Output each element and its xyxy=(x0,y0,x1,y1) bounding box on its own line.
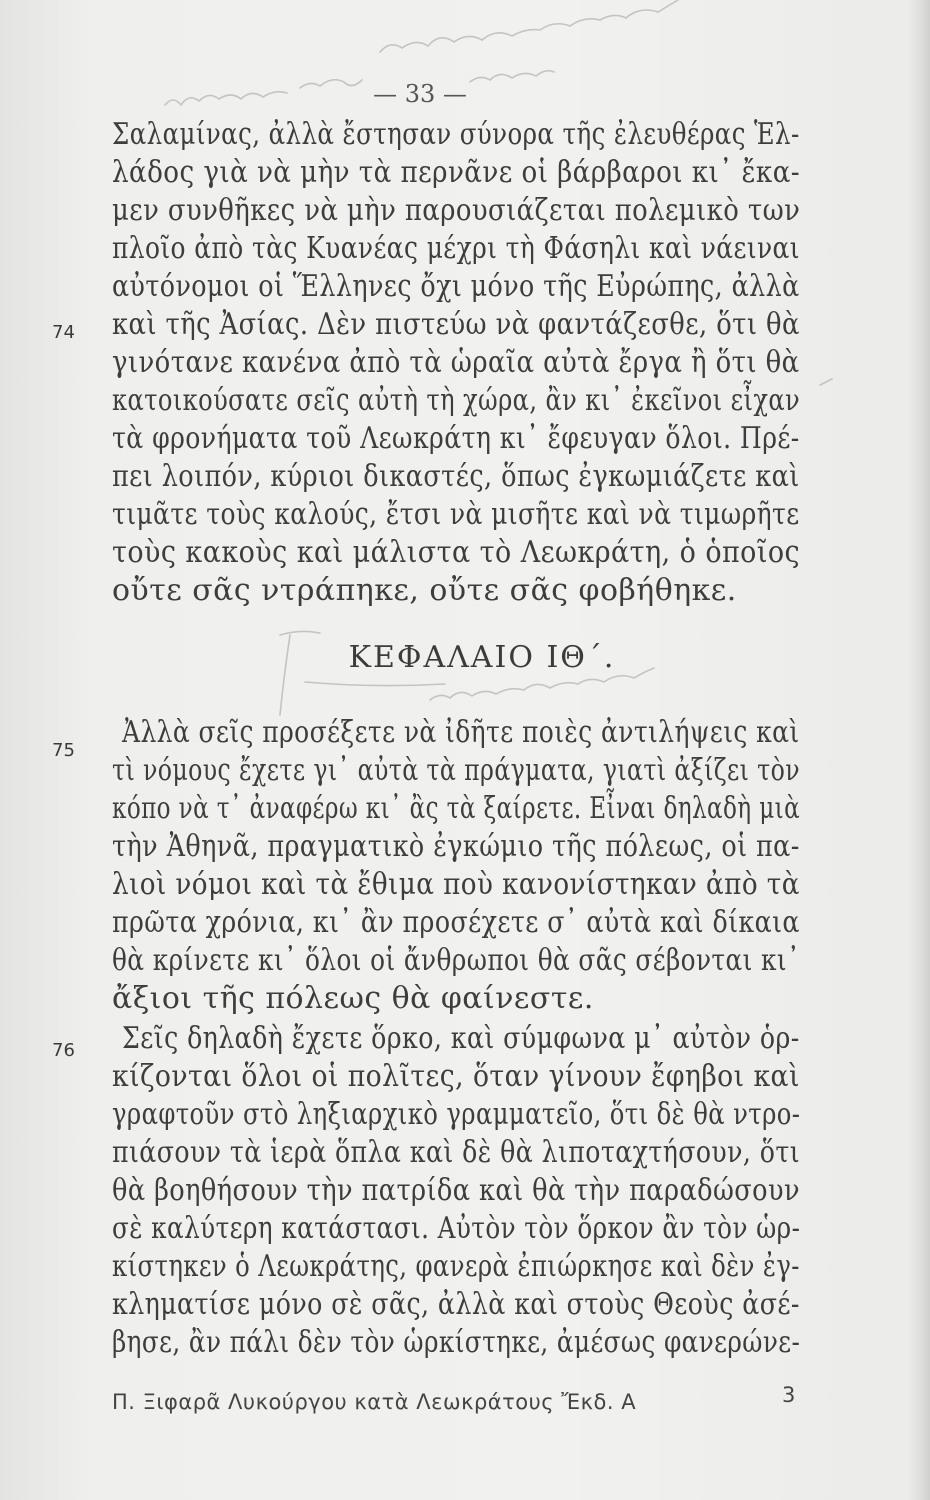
text-line: λάδος γιὰ νὰ μὴν τὰ περνᾶνε οἱ βάρβαροι κι᾿ ἔκα- xyxy=(112,155,801,190)
text-line: θὰ βοηθήσουν τὴν πατρίδα καὶ θὰ τὴν παραδώσουν xyxy=(112,1173,800,1208)
text-line: γινότανε κανένα ἀπὸ τὰ ὡραῖα αὐτὰ ἔργα ἢ ὅτι θὰ xyxy=(112,345,800,380)
margin-number-74: 74 xyxy=(52,322,75,343)
text-line: θὰ κρίνετε κι᾿ ὅλοι οἱ ἄνθρωποι θὰ σᾶς σέβονται κι᾿ xyxy=(112,943,800,978)
chapter-heading: ΚΕΦΑΛΑΙΟ ΙΘ΄. xyxy=(348,640,616,675)
margin-number-76: 76 xyxy=(52,1040,75,1061)
text-line: πει λοιπόν, κύριοι δικαστές, ὅπως ἐγκωμιάζετε καὶ xyxy=(112,459,800,494)
sheet-number: 3 xyxy=(782,1383,796,1407)
text-line: σὲ καλύτερη κατάστασι. Αὐτὸν τὸν ὅρκον ἂν τὸν ὡρ- xyxy=(112,1211,801,1246)
text-line: Σεῖς δηλαδὴ ἔχετε ὅρκο, καὶ σύμφωνα μ᾿ αὐτὸν ὁρ- xyxy=(122,1021,800,1056)
text-line: λιοὶ νόμοι καὶ τὰ ἔθιμα ποὺ κανονίστηκαν ἀπὸ τὰ xyxy=(112,867,800,902)
text-line: ἄξιοι τῆς πόλεως θὰ φαίνεστε. xyxy=(112,981,594,1016)
margin-number-75: 75 xyxy=(52,740,75,761)
text-line: τὴν Ἀθηνᾶ, πραγματικὸ ἐγκώμιο τῆς πόλεως, οἱ πα- xyxy=(112,829,800,864)
text-line: πιάσουν τὰ ἱερὰ ὅπλα καὶ δὲ θὰ λιποταχτήσουν, ὅτι xyxy=(112,1135,801,1170)
text-line: αὐτόνομοι οἱ Ἕλληνες ὄχι μόνο τῆς Εὐρώπης, ἀλλὰ xyxy=(112,269,800,304)
text-line: πρῶτα χρόνια, κι᾿ ἂν προσέχετε σ᾿ αὐτὰ καὶ δίκαια xyxy=(112,905,800,940)
text-line: γραφτοῦν στὸ ληξιαρχικὸ γραμματεῖο, ὅτι δὲ θὰ ντρο- xyxy=(112,1097,801,1132)
text-line: τὶ νόμους ἔχετε γι᾿ αὐτὰ τὰ πράγματα, γιατὶ ἀξίζει τὸν xyxy=(112,753,800,788)
text-line: βησε, ἂν πάλι δὲν τὸν ὡρκίστηκε, ἀμέσως φανερώνε- xyxy=(112,1325,801,1360)
page-number: — 33 — xyxy=(373,80,467,108)
text-line: κληματίσε μόνο σὲ σᾶς, ἀλλὰ καὶ στοὺς Θεοὺς ἀσέ- xyxy=(112,1287,800,1322)
signature-line: Π. Ξιφαρᾶ Λυκούργου κατὰ Λεωκράτους Ἔκδ. Α xyxy=(112,1390,637,1414)
text-line: μεν συνθῆκες νὰ μὴν παρουσιάζεται πολεμικὸ των xyxy=(112,193,801,228)
text-line: κατοικούσατε σεῖς αὐτὴ τὴ χώρα, ἂν κι᾿ ἐκεῖνοι εἶχαν xyxy=(112,383,801,418)
text-line: τιμᾶτε τοὺς καλούς, ἔτσι νὰ μισῆτε καὶ νὰ τιμωρῆτε xyxy=(112,497,800,532)
text-line: Ἀλλὰ σεῖς προσέξετε νὰ ἰδῆτε ποιὲς ἀντιλήψεις καὶ xyxy=(122,715,800,750)
text-line: πλοῖο ἀπὸ τὰς Κυανέας μέχρι τὴ Φάσηλι καὶ νάειναι xyxy=(112,231,800,266)
text-line: κίστηκεν ὁ Λεωκράτης, φανερὰ ἐπιώρκησε καὶ δὲν ἐγ- xyxy=(112,1249,800,1284)
text-line: οὔτε σᾶς ντράπηκε, οὔτε σᾶς φοβήθηκε. xyxy=(112,573,737,608)
text-line: τοὺς κακοὺς καὶ μάλιστα τὸ Λεωκράτη, ὁ ὁποῖος xyxy=(112,535,801,570)
text-line: τὰ φρονήματα τοῦ Λεωκράτη κι᾿ ἔφευγαν ὅλοι. Πρέ- xyxy=(112,421,800,456)
text-line: καὶ τῆς Ἀσίας. Δὲν πιστεύω νὰ φαντάζεσθε, ὅτι θὰ xyxy=(112,307,800,342)
text-line: κίζονται ὅλοι οἱ πολῖτες, ὅταν γίνουν ἔφηβοι καὶ xyxy=(112,1059,800,1094)
text-line: Σαλαμίνας, ἀλλὰ ἔστησαν σύνορα τῆς ἐλευθέρας Ἑλ- xyxy=(112,117,800,152)
text-line: κόπο νὰ τ᾿ ἀναφέρω κι᾿ ἂς τὰ ξαίρετε. Εἶναι δηλαδὴ μιὰ xyxy=(112,791,801,826)
